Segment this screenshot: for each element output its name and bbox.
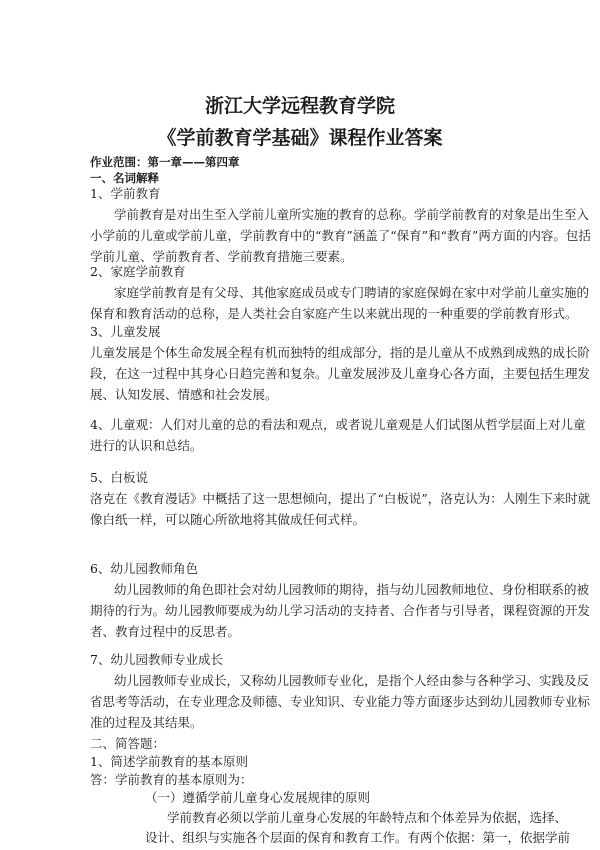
paragraph-line: 段，在这一过程中其身心日趋完善和复杂。儿童发展涉及儿童身心各方面，主要包括生理发 — [90, 366, 591, 381]
term-title: 7、幼儿园教师专业成长 — [90, 652, 223, 667]
paragraph-line: 准的过程及其结果。 — [90, 715, 203, 730]
term-title: 3、儿童发展 — [90, 324, 161, 339]
paragraph-line: 进行的认识和总结。 — [90, 438, 203, 453]
paragraph-line: 设计、组织与实施各个层面的保育和教育工作。有两个依据：第一，依据学前 — [145, 830, 571, 845]
paragraph-line: 幼儿园教师专业成长，又称幼儿园教师专业化，是指个人经由参与各种学习、实践及反 — [114, 673, 590, 688]
paragraph-line: 学前儿童、学前教育者、学前教育措施三要素。 — [90, 249, 353, 264]
answer-intro: 答：学前教育的基本原则为： — [90, 772, 253, 787]
paragraph-line: 幼儿园教师的角色即社会对幼儿园教师的期待，指与幼儿园教师地位、身份相联系的被 — [114, 582, 590, 597]
paragraph-line: 省思考等活动，在专业理念及师德、专业知识、专业能力等方面逐步达到幼儿园教师专业标 — [90, 694, 591, 709]
paragraph-line: 儿童发展是个体生命发展全程有机而独特的组成部分，指的是儿童从不成熟到成熟的成长阶 — [90, 345, 591, 360]
paragraph-line: 展、认知发展、情感和社会发展。 — [90, 387, 278, 402]
term-title: 2、家庭学前教育 — [90, 264, 186, 279]
term-title: 6、幼儿园教师角色 — [90, 561, 198, 576]
paragraph-line: 4、儿童观：人们对儿童的总的看法和观点，或者说儿童观是人们试图从哲学层面上对儿童 — [90, 417, 586, 432]
section2-heading: 二、简答题： — [90, 736, 166, 751]
paragraph-line: 像白纸一样，可以随心所欲地将其做成任何式样。 — [90, 512, 366, 527]
paragraph-line: 家庭学前教育是有父母、其他家庭成员或专门聘请的家庭保姆在家中对学前儿童实施的 — [114, 285, 590, 300]
paragraph-line: 者、教育过程中的反思者。 — [90, 624, 241, 639]
paragraph-line: 小学前的儿童或学前儿童，学前教育中的“教育”涵盖了“保育”和“教育”两方面的内容。包括 — [90, 228, 591, 243]
paragraph-line: 保育和教育活动的总称，是人类社会自家庭产生以来就出现的一种重要的学前教育形式。 — [90, 306, 578, 321]
assignment-scope: 作业范围：第一章——第四章 — [90, 155, 240, 169]
paragraph-line: 洛克在《教育漫话》中概括了这一思想倾向，提出了“白板说”，洛克认为：人刚生下来时就 — [90, 491, 591, 506]
term-title: 5、白板说 — [90, 470, 148, 485]
paragraph-line: 学前教育是对出生至入学前儿童所实施的教育的总称。学前学前教育的对象是出生至入 — [114, 207, 590, 222]
paragraph-line: 期待的行为。幼儿园教师要成为幼儿学习活动的支持者、合作者与引导者，课程资源的开发 — [90, 603, 591, 618]
course-title: 《学前教育学基础》课程作业答案 — [157, 127, 443, 149]
institution-title: 浙江大学远程教育学院 — [204, 95, 395, 117]
term-title: 1、学前教育 — [90, 186, 161, 201]
section1-heading: 一、名词解释 — [90, 171, 159, 185]
principle-subheading: （一）遵循学前儿童身心发展规律的原则 — [145, 790, 371, 805]
paragraph-line: 学前教育必须以学前儿童身心发展的年龄特点和个体差异为依据，选择、 — [167, 810, 568, 825]
question-title: 1、简述学前教育的基本原则 — [90, 754, 248, 769]
